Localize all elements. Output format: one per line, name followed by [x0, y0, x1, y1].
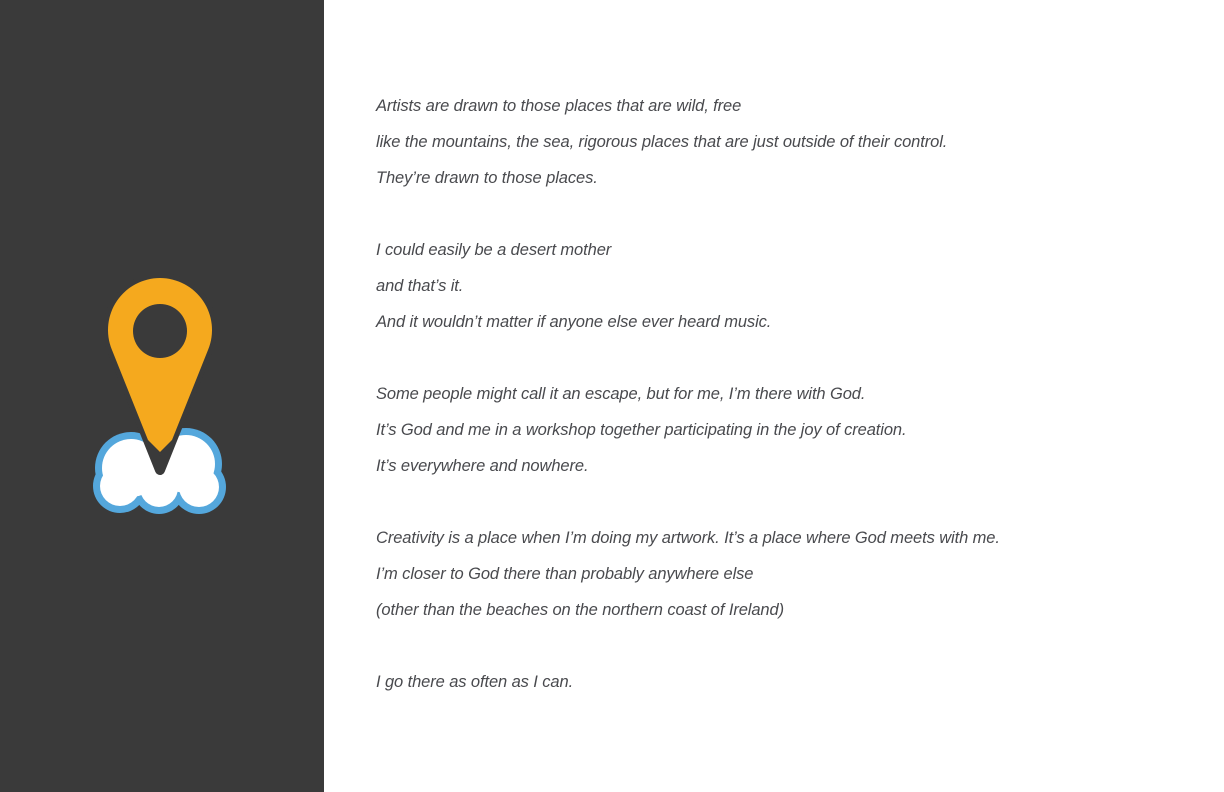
quote-line: It’s God and me in a workshop together participating in the joy of creation.: [376, 421, 907, 439]
quote-line: and that’s it.: [376, 277, 464, 295]
quote-line: Creativity is a place when I’m doing my artwork. It’s a place where God meets with me.: [376, 529, 1000, 547]
cloud-fill-lobe: [179, 467, 219, 507]
quote-line: And it wouldn’t matter if anyone else ever heard music.: [376, 313, 772, 331]
quote-panel: [324, 0, 1224, 792]
quote-line: It’s everywhere and nowhere.: [376, 457, 589, 475]
quote-line: Some people might call it an escape, but for me, I’m there with God.: [376, 385, 866, 403]
cloud-fill-lobe: [100, 466, 140, 506]
quote-line: I go there as often as I can.: [376, 673, 574, 691]
sidebar: [0, 0, 324, 792]
quote-line: I could easily be a desert mother: [376, 241, 612, 259]
map-pin-cloud-logo: [90, 270, 230, 520]
quote-line: like the mountains, the sea, rigorous places that are just outside of their control.: [376, 133, 948, 151]
quote-paragraph: [376, 376, 1184, 484]
quote-paragraph: [376, 520, 1184, 628]
quote-paragraph: [376, 232, 1184, 340]
quote-line: (other than the beaches on the northern coast of Ireland): [376, 601, 784, 619]
quote-line: They’re drawn to those places.: [376, 169, 598, 187]
quote-line: I’m closer to God there than probably anywhere else: [376, 565, 754, 583]
quote-line: Artists are drawn to those places that are wild, free: [376, 97, 742, 115]
quote-paragraph: [376, 664, 1184, 700]
quote-text: [376, 88, 1184, 700]
quote-paragraph: [376, 88, 1184, 196]
